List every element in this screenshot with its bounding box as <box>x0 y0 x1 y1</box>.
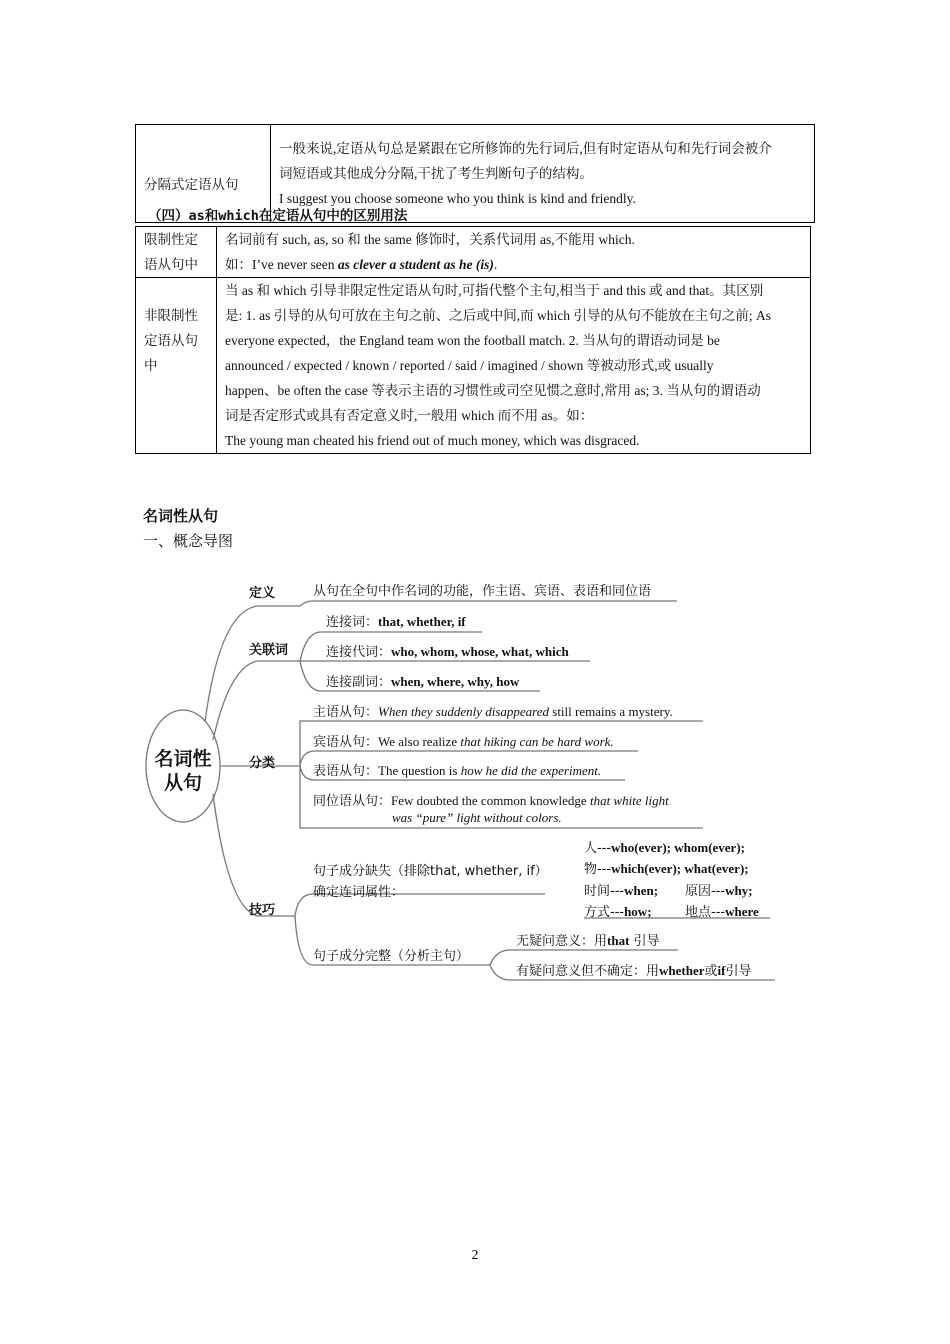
row2-label-a: 非限制性 <box>144 308 198 323</box>
row2-line: The young man cheated his friend out of much money, which was disgraced. <box>225 433 640 448</box>
as-which-table <box>135 226 811 454</box>
center-label-a: 名词性 <box>154 748 212 770</box>
center-label-b: 从句 <box>163 772 203 794</box>
tip-uncertain-question-meaning: 有疑问意义但不确定：用whether或if引导 <box>516 963 752 979</box>
appositive-clause-item: 同位语从句：Few doubted the common knowledge that white light <box>313 793 669 809</box>
concept-map-heading: 一、概念导图 <box>143 534 234 550</box>
definition-underline <box>300 601 677 606</box>
tip-missing-component: 句子成分缺失（排除that, whether, if） <box>313 864 548 879</box>
row1-line1: 名词前有 such, as, so 和 the same 修饰时，关系代词用 as,不能用 which. <box>225 232 635 247</box>
row1-content <box>217 227 811 278</box>
definition-text: 从句在全句中作名词的功能，作主语、宾语、表语和同位语 <box>313 584 652 599</box>
row2-line: 当 as 和 which 引导非限定性定语从句时,可指代整个主句,相当于 and this 或 and that。其区别 <box>225 283 764 298</box>
ref-time: 时间---when; <box>584 883 659 899</box>
tip-determine-connective: 确定连词属性： <box>313 885 405 900</box>
appositive-clause-continued: was “pure” light without colors. <box>392 810 562 825</box>
noun-clause-heading: 名词性从句 <box>143 507 219 525</box>
row1-label-b: 语从句中 <box>144 257 198 272</box>
row2-label-b: 定语从句 <box>144 333 198 348</box>
relative-adverbs-item: 连接副词：when, where, why, how <box>326 674 520 690</box>
row1-line2-prefix: 如：I’ve never seen <box>225 257 338 272</box>
page-number: 2 <box>471 1248 479 1263</box>
row2-line: 词是否定形式或具有否定意义时,一般用 which 而不用 as。如： <box>225 408 594 423</box>
row2-line: everyone expected，the England team won the football match. 2. 当从句的谓语动词是 be <box>225 333 720 348</box>
branch-connectives-line <box>213 661 300 740</box>
branch-tips: 技巧 <box>249 903 276 918</box>
table1-label: 分隔式定语从句 <box>136 125 271 223</box>
section4-heading: （四）as和which在定语从句中的区别用法 <box>148 208 408 224</box>
row2-label <box>136 278 217 454</box>
row2-line: 是: 1. as 引导的从句可放在主句之前、之后或中间,而 which 引导的从句不能放在主句之前; As <box>225 308 771 323</box>
ref-place: 地点---where <box>685 904 759 920</box>
table1-line1: 一般来说,定语从句总是紧跟在它所修饰的先行词后,但有时定语从句和先行词会被介 <box>279 141 772 156</box>
branch-categories: 分类 <box>249 756 276 771</box>
predicative-clause-item: 表语从句：The question is how he did the experiment. <box>313 763 602 779</box>
object-clause-item: 宾语从句：We also realize that hiking can be hard work. <box>313 734 614 750</box>
ref-manner: 方式---how; <box>584 904 652 920</box>
row2-content <box>217 278 811 454</box>
relative-pronouns-item: 连接代词：who, whom, whose, what, which <box>326 644 569 660</box>
table1-line2: 词短语或其他成分分隔,干扰了考生判断句子的结构。 <box>279 166 593 181</box>
row1-line2-suffix: . <box>493 257 498 272</box>
branch-tips-line <box>213 794 295 916</box>
conjunctions-item: 连接词：that, whether, if <box>326 614 466 630</box>
tip-complete-component: 句子成分完整（分析主句） <box>313 949 470 964</box>
branch-definition: 定义 <box>249 586 276 601</box>
tip-no-question-meaning: 无疑问意义：用that 引导 <box>516 933 660 949</box>
ref-thing: 物---which(ever); what(ever); <box>584 861 749 877</box>
row2-line: happen、be often the case 等表示主语的习惯性或司空见惯之意时,常用 as; 3. 当从句的谓语动 <box>225 383 761 398</box>
row2-line: announced / expected / known / reported / said / imagined / shown 等被动形式,或 usually <box>225 358 714 373</box>
row1-label <box>136 227 217 278</box>
concept-mind-map <box>0 570 950 1000</box>
ref-person: 人---who(ever); whom(ever); <box>584 840 745 856</box>
branch-connectives: 关联词 <box>249 643 289 658</box>
row1-label-a: 限制性定 <box>144 232 198 247</box>
row2-label-c: 中 <box>144 358 158 373</box>
subject-clause-item: 主语从句：When they suddenly disappeared still remains a mystery. <box>313 704 673 720</box>
row1-example: as clever a student as he (is) <box>337 257 494 272</box>
branch-definition-line <box>205 606 300 722</box>
ref-reason: 原因---why; <box>685 883 753 899</box>
table1-line3: I suggest you choose someone who you think is kind and friendly. <box>279 191 636 206</box>
row1-line2 <box>225 252 802 277</box>
